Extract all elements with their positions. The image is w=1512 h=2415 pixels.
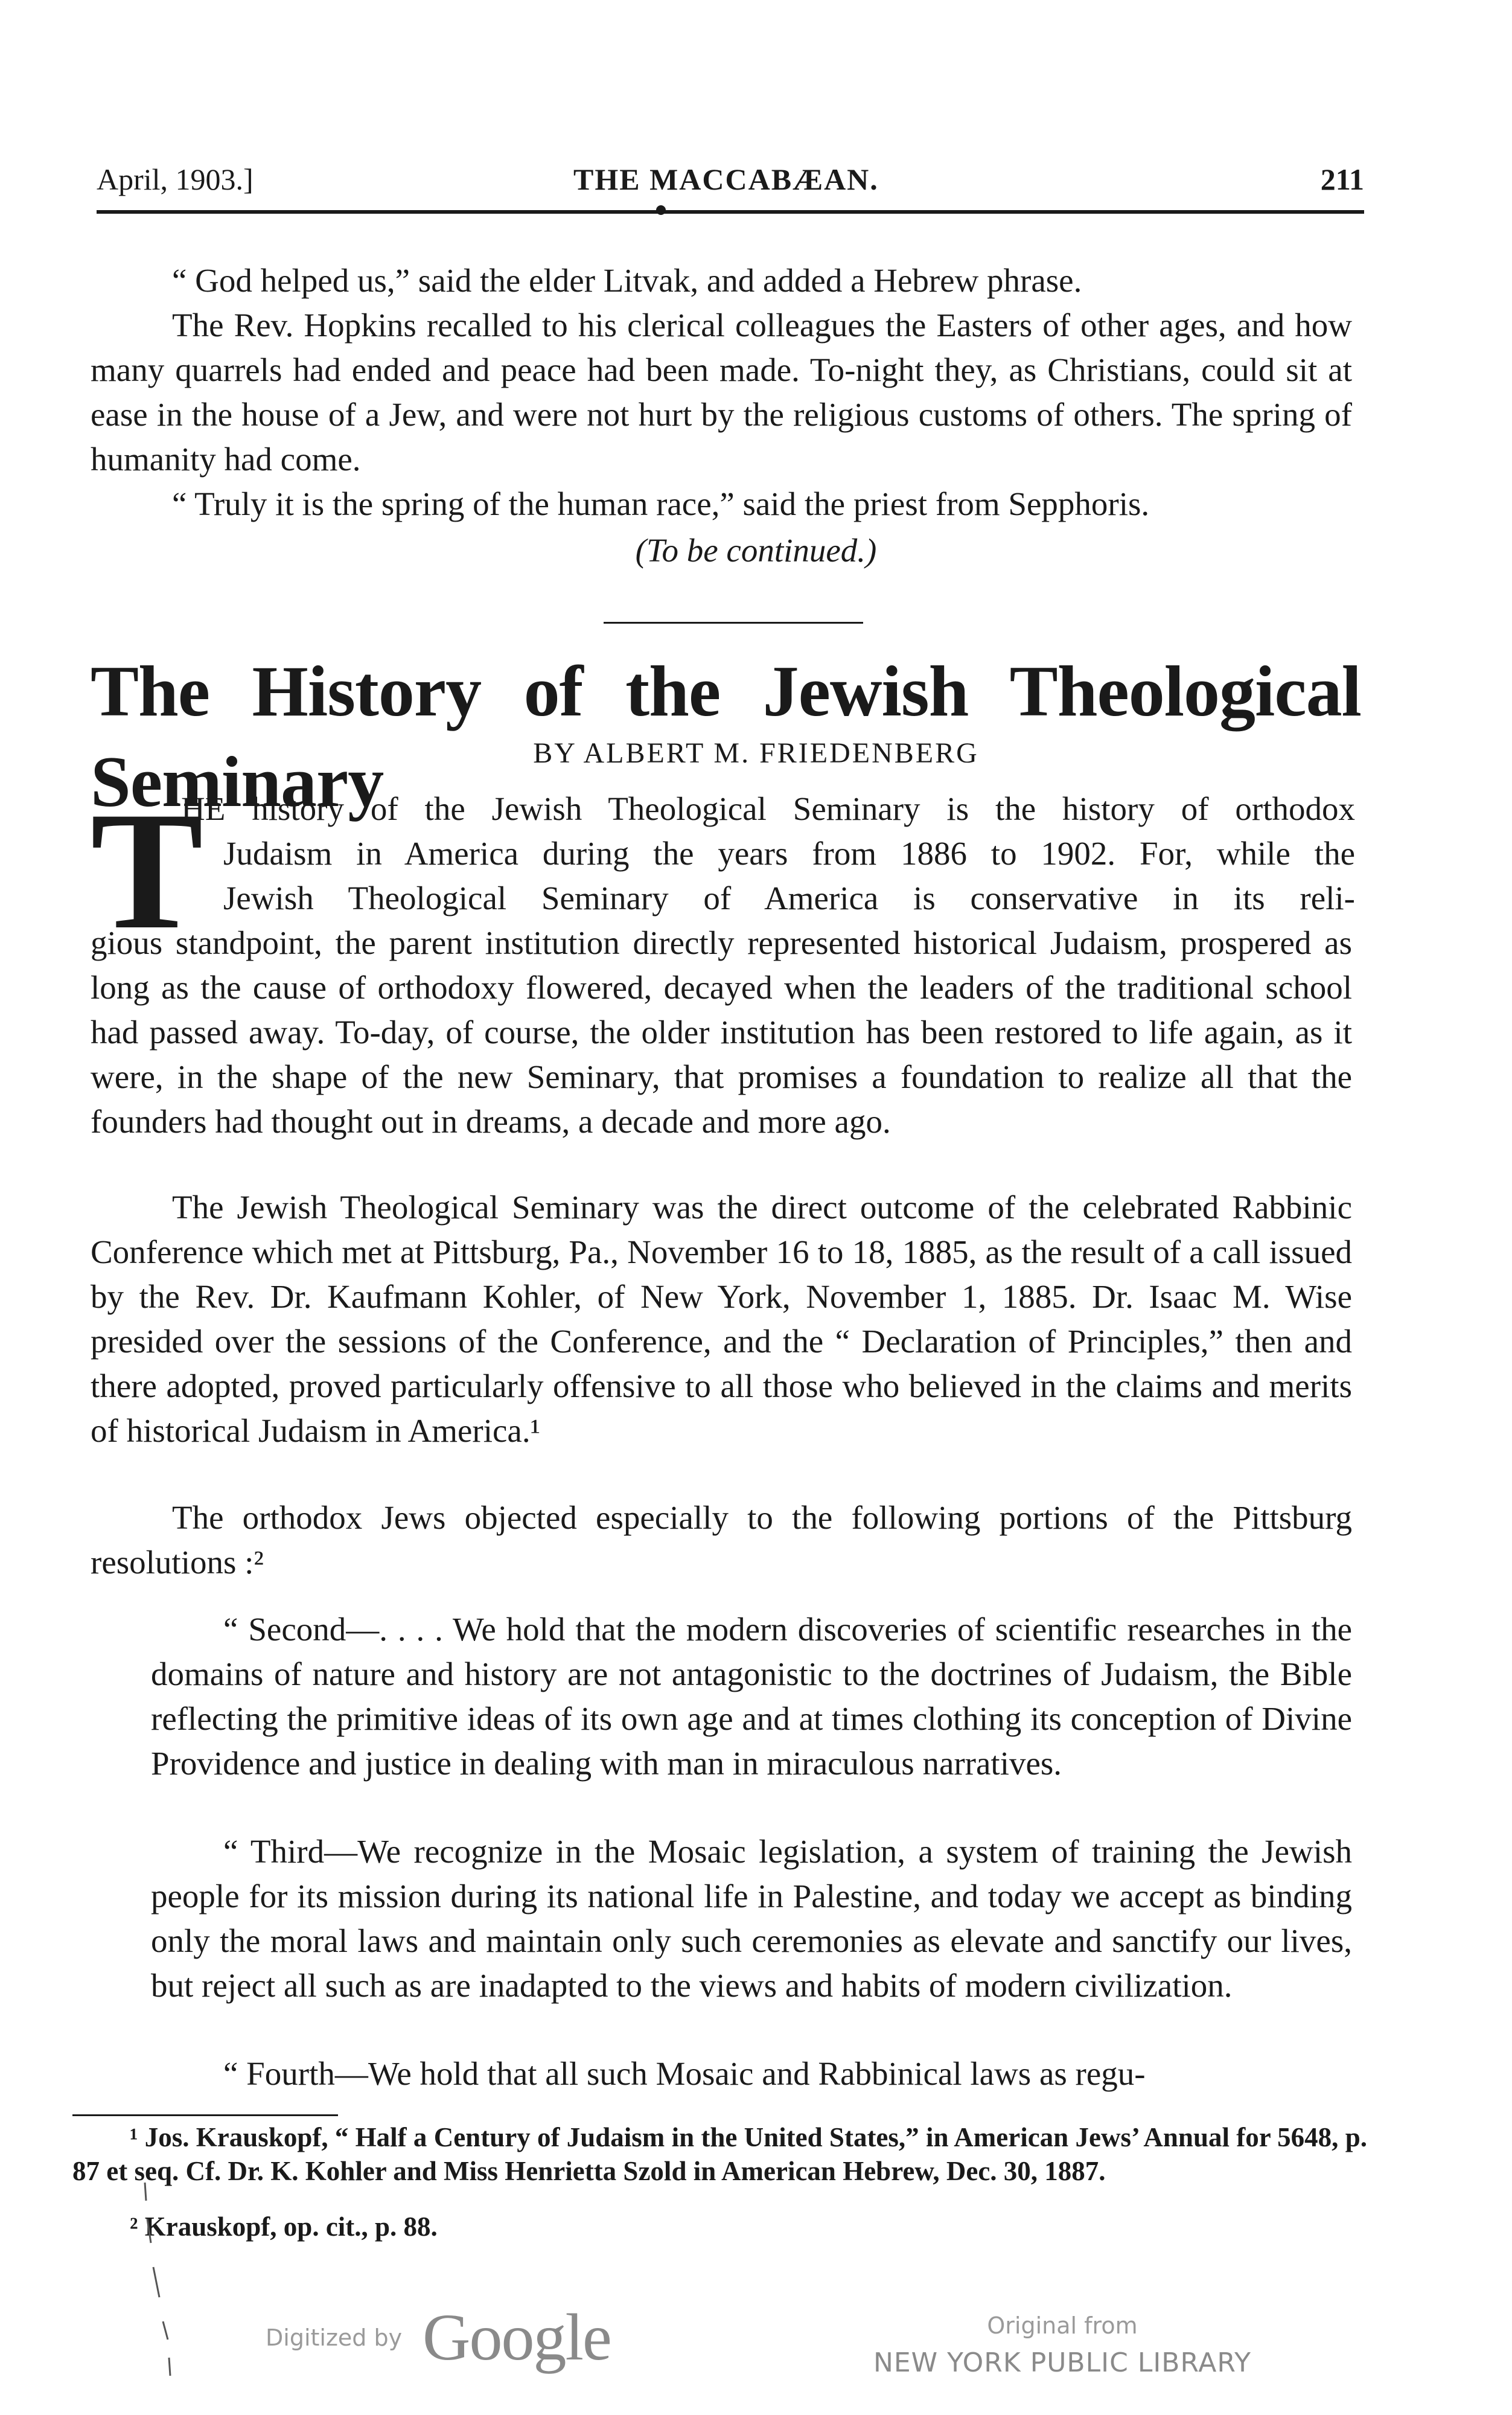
article-paragraph: gious standpoint, the parent institution directly represented historical Judaism, prospered as long as the cause of orthodoxy flowered, decayed when the leaders of the traditional school had passed away. To-day, of course, the older institution has been restored to life again, as it were, in the shape of the new Seminary, that promises a foundation to realize all that the founders had thought out in dreams, a decade and more ago. — [91, 924, 1352, 1140]
footnote: ¹ Jos. Krauskopf, “ Half a Century of Judaism in the United States,” in American Jews’ Annual for 5648, p. 87 et seq. Cf. Dr. K. Kohler and Miss Henrietta Szold in American Hebrew, Dec. 30, 1887. — [72, 2122, 1367, 2186]
prev-article-paragraph: The Rev. Hopkins recalled to his clerical colleagues the Easters of other ages, and how many quarrels had ended and peace had been made. To-night they, as Christians, could sit at ease in the house of a Jew, and were not hurt by the religious customs of others. The spring of humanity had come. — [91, 307, 1352, 478]
digitized-by-label: Digitized by — [266, 2324, 403, 2351]
header-journal-title: THE MACCABÆAN. — [573, 162, 879, 196]
paragraph-first-line: Judaism in America during the years from 1886 to 1902. For, while the — [223, 835, 1355, 872]
to-be-continued-note: (To be continued.) — [635, 532, 877, 569]
paragraph-first-line: HE history of the Jewish Theological Seminary is the history of orthodox — [181, 790, 1355, 827]
google-logo: Google — [423, 2300, 611, 2374]
header-date: April, 1903.] — [97, 162, 254, 196]
section-separator-rule — [604, 622, 863, 624]
article-byline: BY ALBERT M. FRIEDENBERG — [533, 737, 979, 769]
article-title: The History of the Jewish Theological Seminary — [91, 651, 1361, 822]
paragraph-first-line: Jewish Theological Seminary of America is conservative in its reli- — [223, 880, 1355, 916]
footnote: ² Krauskopf, op. cit., p. 88. — [130, 2212, 438, 2242]
prev-article-paragraph: “ God helped us,” said the elder Litvak, and added a Hebrew phrase. — [172, 262, 1082, 299]
original-from-label: Original from — [987, 2312, 1138, 2339]
footnote-rule — [72, 2114, 338, 2116]
header-page-number: 211 — [1320, 162, 1364, 196]
article-paragraph: The orthodox Jews objected especially to the following portions of the Pittsburg resolutions :² — [91, 1499, 1352, 1581]
header-rule — [97, 210, 1364, 214]
block-quote-paragraph: “ Third—We recognize in the Mosaic legislation, a system of training the Jewish people for its mission during its national life in Palestine, and today we accept as binding only the moral laws and maintain only such ceremonies as elevate and sanctify our lives, but reject all such as are inadapted to the views and habits of modern civilization. — [151, 1833, 1352, 2004]
running-header — [97, 158, 1364, 206]
library-name: NEW YORK PUBLIC LIBRARY — [873, 2347, 1252, 2378]
drop-cap: T — [91, 776, 203, 964]
scan-margin-marks — [139, 2177, 187, 2406]
block-quote-paragraph: “ Fourth—We hold that all such Mosaic and Rabbinical laws as regu- — [223, 2055, 1146, 2092]
prev-article-paragraph: “ Truly it is the spring of the human race,” said the priest from Sepphoris. — [172, 485, 1150, 522]
header-rule-ornament — [656, 205, 666, 215]
block-quote-paragraph: “ Second—. . . . We hold that the modern discoveries of scientific researches in the domains of nature and history are not antagonistic to the doctrines of Judaism, the Bible reflecting the primitive ideas of its own age and at times clothing its conception of Divine Providence and justice in dealing with man in miraculous narratives. — [151, 1611, 1352, 1782]
article-paragraph: The Jewish Theological Seminary was the direct outcome of the celebrated Rabbinic Conference which met at Pittsburg, Pa., November 16 to 18, 1885, as the result of a call issued by the Rev. Dr. Kaufmann Kohler, of New York, November 1, 1885. Dr. Isaac M. Wise presided over the sessions of the Conference, and the “ Declaration of Principles,” then and there adopted, proved particularly offensive to all those who believed in the claims and merits of historical Judaism in America.¹ — [91, 1189, 1352, 1449]
